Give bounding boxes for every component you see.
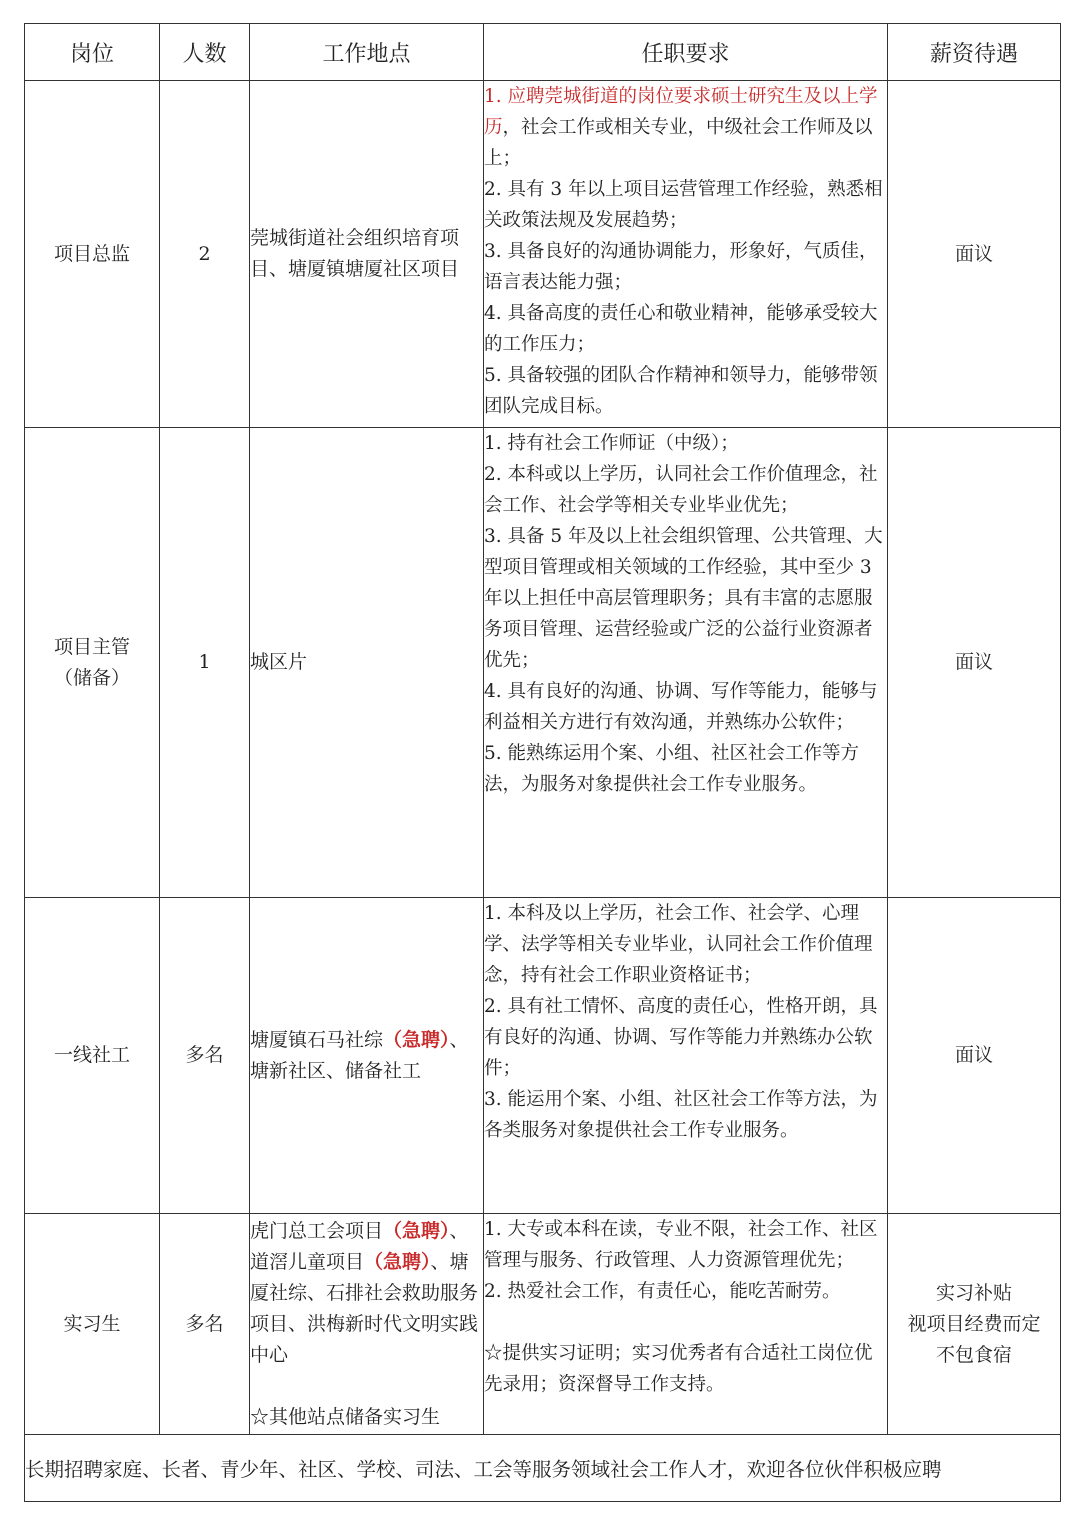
salary-text: 视项目经费而定 [907, 1312, 1041, 1335]
requirement-item [484, 1276, 887, 1307]
requirements-cell [484, 428, 888, 898]
requirement-text: 4. 具备高度的责任心和敬业精神，能够承受较大的工作压力； [484, 303, 878, 355]
table-body [25, 81, 1061, 1435]
requirement-text: 1. 大专或本科在读，专业不限，社会工作、社区管理与服务、行政管理、人力资源管理优先； [484, 1219, 878, 1271]
position-text: 实习生 [63, 1312, 121, 1335]
requirement-text: 2. 热爱社会工作，有责任心，能吃苦耐劳。 [484, 1281, 841, 1302]
header-count: 人数 [160, 24, 250, 81]
requirement-item [484, 360, 887, 422]
requirement-item [484, 898, 887, 991]
location-text: 城区片 [250, 651, 308, 673]
count-cell: 多名 [160, 1214, 250, 1435]
location-text: 、道滘儿童项目 [250, 1219, 469, 1273]
requirement-text: 5. 具备较强的团队合作精神和领导力，能够带领团队完成目标。 [484, 365, 878, 417]
requirement-text: 3. 具备良好的沟通协调能力，形象好，气质佳，语言表达能力强； [484, 241, 878, 293]
position-text: 项目总监 [53, 242, 130, 265]
header-position: 岗位 [25, 24, 160, 81]
salary-text: 面议 [954, 1044, 993, 1066]
requirement-item [484, 1084, 887, 1146]
requirement-item [484, 738, 887, 800]
requirements-note: ☆提供实习证明；实习优秀者有合适社工岗位优先录用；资深督导工作支持。 [484, 1343, 873, 1395]
location-text: 、塘新社区、储备社工 [250, 1028, 469, 1082]
requirement-text: 1. 应聘莞城街道的岗位要求硕士研究生及以上学历 [484, 86, 878, 138]
location-cell [250, 1214, 484, 1435]
requirement-text: 1. 本科及以上学历，社会工作、社会学、心理学、法学等相关专业毕业，认同社会工作价值理念，持有社会工作职业资格证书； [484, 903, 873, 986]
requirements-cell [484, 898, 888, 1214]
location-cell [250, 428, 484, 898]
requirement-item [484, 1214, 887, 1276]
requirement-item [484, 174, 887, 236]
requirement-text: 2. 具有社工情怀、高度的责任心，性格开朗，具有良好的沟通、协调、写作等能力并熟练办公软件； [484, 996, 878, 1079]
salary-text: 面议 [954, 651, 993, 673]
header-location: 工作地点 [250, 24, 484, 81]
position-cell [25, 81, 160, 428]
count-cell: 多名 [160, 898, 250, 1214]
requirements-cell [484, 1214, 888, 1435]
salary-text: 不包食宿 [935, 1343, 1012, 1366]
requirement-item [484, 459, 887, 521]
urgent-tag: （急聘） [383, 1028, 450, 1051]
salary-cell [888, 898, 1061, 1214]
requirement-text: 2. 本科或以上学历，认同社会工作价值理念，社会工作、社会学等相关专业毕业优先； [484, 464, 878, 516]
count-cell: 2 [160, 81, 250, 428]
header-requirements: 任职要求 [484, 24, 888, 81]
salary-text: 面议 [954, 242, 993, 265]
location-text: 、塘厦社综、石排社会救助服务项目、洪梅新时代文明实践中心 [250, 1250, 479, 1366]
requirement-text: 3. 具备 5 年及以上社会组织管理、公共管理、大型项目管理或相关领域的工作经验，其中至少 3 年以上担任中高层管理职务；具有丰富的志愿服务项目管理、运营经验或广泛的公益行业资源者优先； [484, 526, 883, 671]
table-row [25, 428, 1061, 898]
requirements-cell [484, 81, 888, 428]
table-row [25, 81, 1061, 428]
position-text: （储备） [53, 666, 130, 689]
location-cell [250, 81, 484, 428]
requirement-item [484, 236, 887, 298]
position-cell [25, 1214, 160, 1435]
location-note: ☆其他站点储备实习生 [250, 1405, 441, 1428]
footer-note: 长期招聘家庭、长者、青少年、社区、学校、司法、工会等服务领域社会工作人才，欢迎各位伙伴积极应聘 [25, 1435, 1061, 1502]
requirement-text: ，社会工作或相关专业，中级社会工作师及以上； [484, 117, 873, 169]
requirement-item [484, 298, 887, 360]
requirement-item [484, 428, 887, 459]
location-text: 塘厦镇石马社综 [250, 1028, 384, 1051]
count-cell: 1 [160, 428, 250, 898]
footer-row [25, 1435, 1061, 1502]
requirement-text: 4. 具有良好的沟通、协调、写作等能力，能够与利益相关方进行有效沟通，并熟练办公软件； [484, 681, 878, 733]
requirement-item [484, 521, 887, 676]
requirement-item [484, 676, 887, 738]
urgent-tag: （急聘） [383, 1219, 450, 1242]
position-cell [25, 428, 160, 898]
header-row [25, 24, 1061, 81]
spacer [250, 1371, 483, 1402]
requirement-text: 5. 能熟练运用个案、小组、社区社会工作等方法，为服务对象提供社会工作专业服务。 [484, 743, 860, 795]
requirement-item [484, 81, 887, 174]
header-salary: 薪资待遇 [888, 24, 1061, 81]
location-text: 虎门总工会项目 [250, 1219, 384, 1242]
position-cell [25, 898, 160, 1214]
requirement-text: 3. 能运用个案、小组、社区社会工作等方法，为各类服务对象提供社会工作专业服务。 [484, 1089, 878, 1141]
requirement-item [484, 991, 887, 1084]
position-text: 项目主管 [53, 635, 130, 658]
position-text: 一线社工 [53, 1044, 130, 1066]
table-row [25, 898, 1061, 1214]
requirement-text: 2. 具有 3 年以上项目运营管理工作经验，熟悉相关政策法规及发展趋势； [484, 179, 883, 231]
requirement-text: 1. 持有社会工作师证（中级）； [484, 433, 739, 454]
salary-cell [888, 428, 1061, 898]
recruitment-table [24, 23, 1061, 1502]
salary-text: 实习补贴 [935, 1281, 1012, 1304]
location-cell [250, 898, 484, 1214]
salary-cell [888, 1214, 1061, 1435]
urgent-tag: （急聘） [364, 1250, 431, 1273]
salary-cell [888, 81, 1061, 428]
table-row [25, 1214, 1061, 1435]
spacer [484, 1307, 887, 1338]
location-text: 莞城街道社会组织培育项目、塘厦镇塘厦社区项目 [250, 227, 460, 280]
